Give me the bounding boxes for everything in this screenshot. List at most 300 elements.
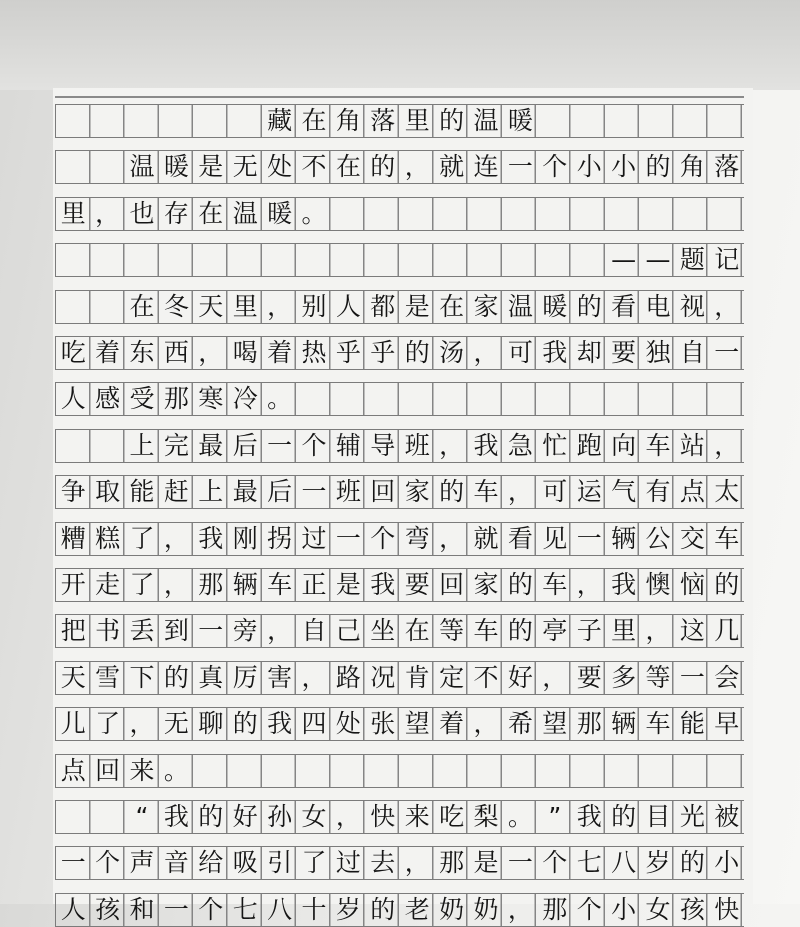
grid-char: 寒 <box>198 384 224 414</box>
grid-char: 的 <box>645 152 671 182</box>
grid-char: ， <box>301 662 327 692</box>
grid-char: 小 <box>611 894 637 924</box>
grid-char: 落 <box>370 106 396 135</box>
grid-char: 了 <box>129 523 155 553</box>
grid-char: 连 <box>473 152 499 182</box>
grid-char: 吃 <box>439 802 465 831</box>
grid-char: 可 <box>542 477 568 507</box>
grid-char: ， <box>473 338 499 367</box>
grid-char: 那 <box>439 848 465 878</box>
grid-char: 子 <box>576 616 602 646</box>
grid-char: 个 <box>95 848 121 878</box>
grid-char: 正 <box>301 570 327 599</box>
grid-char: 好 <box>507 662 533 692</box>
essay-line <box>55 893 744 927</box>
essay-line <box>55 707 744 741</box>
grid-char: 辆 <box>232 570 258 599</box>
grid-char: 气 <box>611 477 637 507</box>
grid-char: 里 <box>404 106 430 135</box>
grid-char: 过 <box>301 523 327 553</box>
grid-char: 一 <box>576 523 602 553</box>
grid-char: 辆 <box>611 709 637 739</box>
grid-char: ， <box>267 616 293 646</box>
grid-char: 厉 <box>232 662 258 692</box>
grid-char: 不 <box>473 662 499 692</box>
essay-line <box>55 754 744 788</box>
grid-char: 七 <box>576 848 602 878</box>
grid-char: 暖 <box>542 291 568 321</box>
grid-char: 那 <box>542 894 568 924</box>
grid-char: 的 <box>576 291 602 321</box>
grid-char: 可 <box>507 338 533 367</box>
grid-char: 儿 <box>60 709 86 739</box>
grid-char: 家 <box>473 570 499 599</box>
grid-char: 的 <box>611 802 637 831</box>
grid-char: 在 <box>335 152 361 182</box>
grid-char: 聊 <box>198 709 224 739</box>
grid-char: 女 <box>645 894 671 924</box>
grid-char: 小 <box>611 152 637 182</box>
grid-char: 个 <box>576 894 602 924</box>
grid-char: 的 <box>163 662 189 692</box>
grid-char: 着 <box>267 338 293 367</box>
essay-line <box>55 661 744 695</box>
grid-char: 孩 <box>679 894 705 924</box>
grid-char: 下 <box>129 662 155 692</box>
grid-char: 上 <box>198 477 224 507</box>
grid-char: 温 <box>232 198 258 228</box>
grid-char: 好 <box>232 802 258 831</box>
grid-char: 小 <box>714 848 740 878</box>
grid-char: — <box>611 245 637 275</box>
grid-char: 人 <box>60 384 86 414</box>
grid-char: ， <box>335 802 361 831</box>
grid-char: 雪 <box>95 662 121 692</box>
grid-char: 我 <box>542 338 568 367</box>
grid-char: 亭 <box>542 616 568 646</box>
grid-char: 落 <box>714 152 740 182</box>
grid-char: 都 <box>370 291 396 321</box>
grid-char: ， <box>129 709 155 739</box>
grid-char: 辆 <box>611 523 637 553</box>
grid-char: 。 <box>163 755 189 785</box>
grid-char: 被 <box>714 802 740 831</box>
grid-char: 东 <box>129 338 155 367</box>
grid-char: 路 <box>335 662 361 692</box>
grid-char: 上 <box>129 430 155 460</box>
grid-char: ， <box>439 430 465 460</box>
grid-char: 别 <box>301 291 327 321</box>
grid-char: ， <box>714 291 740 321</box>
grid-char: 四 <box>301 709 327 739</box>
grid-char: 我 <box>611 570 637 599</box>
grid-char: 了 <box>95 709 121 739</box>
grid-char: 的 <box>404 338 430 367</box>
grid-char: 热 <box>301 338 327 367</box>
grid-char: 的 <box>714 570 740 599</box>
grid-char: 取 <box>95 477 121 507</box>
grid-char: 糟 <box>60 523 86 553</box>
grid-char: 一 <box>679 662 705 692</box>
grid-char: 是 <box>473 848 499 878</box>
grid-char: 着 <box>95 338 121 367</box>
grid-char: 见 <box>542 523 568 553</box>
grid-char: ， <box>645 616 671 646</box>
grid-char: 吃 <box>60 338 86 367</box>
grid-char: 望 <box>404 709 430 739</box>
grid-char: 车 <box>645 709 671 739</box>
grid-char: 是 <box>198 152 224 182</box>
grid-char: 丢 <box>129 616 155 646</box>
grid-char: 把 <box>60 616 86 646</box>
grid-char: 早 <box>714 709 740 739</box>
grid-char: 那 <box>163 384 189 414</box>
essay-line <box>55 243 744 277</box>
grid-char: 温 <box>129 152 155 182</box>
grid-char: 最 <box>232 477 258 507</box>
grid-char: 来 <box>404 802 430 831</box>
grid-char: ， <box>576 570 602 599</box>
grid-char: 弯 <box>404 523 430 553</box>
grid-char: 却 <box>576 338 602 367</box>
grid-char: 记 <box>714 245 740 275</box>
grid-char: 引 <box>267 848 293 878</box>
grid-char: 光 <box>679 802 705 831</box>
essay-line <box>55 382 744 416</box>
grid-char: 等 <box>645 662 671 692</box>
grid-char: 那 <box>576 709 602 739</box>
essay-line <box>55 429 744 463</box>
grid-char: 个 <box>542 848 568 878</box>
grid-char: 就 <box>473 523 499 553</box>
grid-char: 后 <box>267 477 293 507</box>
grid-char: 我 <box>163 802 189 831</box>
grid-char: 去 <box>370 848 396 878</box>
grid-char: 来 <box>129 755 155 785</box>
grid-char: 题 <box>679 245 705 275</box>
grid-char: 运 <box>576 477 602 507</box>
grid-char: 里 <box>232 291 258 321</box>
grid-char: 感 <box>95 384 121 414</box>
grid-char: 个 <box>542 152 568 182</box>
grid-char: 站 <box>679 430 705 460</box>
grid-char: 的 <box>232 709 258 739</box>
grid-char: 岁 <box>335 894 361 924</box>
grid-char: 就 <box>439 152 465 182</box>
grid-char: 个 <box>301 430 327 460</box>
grid-char: ， <box>542 662 568 692</box>
grid-char: 车 <box>473 616 499 646</box>
grid-char: 冷 <box>232 384 258 414</box>
grid-char: 。 <box>267 384 293 414</box>
grid-char: 后 <box>232 430 258 460</box>
grid-char: ， <box>267 291 293 321</box>
grid-char: 角 <box>679 152 705 182</box>
grid-char: 跑 <box>576 430 602 460</box>
essay-line <box>55 800 744 834</box>
grid-char: 暖 <box>507 106 533 135</box>
grid-char: 点 <box>60 755 86 785</box>
grid-char: 看 <box>611 291 637 321</box>
grid-char: 自 <box>679 338 705 367</box>
grid-char: 望 <box>542 709 568 739</box>
grid-char: 存 <box>163 198 189 228</box>
grid-char: 班 <box>335 477 361 507</box>
grid-char: 自 <box>301 616 327 646</box>
grid-char: 赶 <box>163 477 189 507</box>
grid-char: 最 <box>198 430 224 460</box>
grid-char: 八 <box>611 848 637 878</box>
grid-char: 旁 <box>232 616 258 646</box>
grid-char: 人 <box>60 894 86 924</box>
grid-char: 看 <box>507 523 533 553</box>
grid-char: 那 <box>198 570 224 599</box>
grid-char: 在 <box>198 198 224 228</box>
grid-char: 和 <box>129 894 155 924</box>
grid-char: 小 <box>576 152 602 182</box>
grid-char: 在 <box>301 106 327 135</box>
grid-char: 过 <box>335 848 361 878</box>
grid-char: 几 <box>714 616 740 646</box>
grid-char: 天 <box>60 662 86 692</box>
grid-char: 里 <box>611 616 637 646</box>
grid-char: 要 <box>611 338 637 367</box>
grid-char: ， <box>714 430 740 460</box>
grid-char: 暖 <box>163 152 189 182</box>
grid-char: 是 <box>404 291 430 321</box>
grid-char: 能 <box>129 477 155 507</box>
grid-char: 车 <box>714 523 740 553</box>
grid-char: 了 <box>129 570 155 599</box>
grid-char: 要 <box>404 570 430 599</box>
grid-char: 电 <box>645 291 671 321</box>
grid-char: 一 <box>335 523 361 553</box>
grid-char: 恼 <box>679 570 705 599</box>
grid-char: 一 <box>301 477 327 507</box>
grid-char: 独 <box>645 338 671 367</box>
grid-char: 冬 <box>163 291 189 321</box>
grid-char: 开 <box>60 570 86 599</box>
grid-char: ” <box>548 802 562 831</box>
grid-char: 的 <box>370 152 396 182</box>
grid-char: 导 <box>370 430 396 460</box>
grid-char: ， <box>404 848 430 878</box>
grid-char: 太 <box>714 477 740 507</box>
grid-char: 吸 <box>232 848 258 878</box>
grid-char: 车 <box>542 570 568 599</box>
essay-line <box>55 614 744 648</box>
grid-char: 一 <box>163 894 189 924</box>
grid-char: ， <box>163 570 189 599</box>
grid-char: 忙 <box>542 430 568 460</box>
grid-char: 乎 <box>370 338 396 367</box>
grid-char: 声 <box>129 848 155 878</box>
grid-char: 家 <box>404 477 430 507</box>
grid-char: 无 <box>232 152 258 182</box>
grid-char: 老 <box>404 894 430 924</box>
grid-char: — <box>645 245 671 275</box>
grid-char: 班 <box>404 430 430 460</box>
grid-char: 己 <box>335 616 361 646</box>
grid-char: 暖 <box>267 198 293 228</box>
essay-line <box>55 475 744 509</box>
grid-char: 多 <box>611 662 637 692</box>
grid-char: 我 <box>370 570 396 599</box>
grid-char: 回 <box>95 755 121 785</box>
grid-char: 车 <box>267 570 293 599</box>
grid-char: 我 <box>198 523 224 553</box>
grid-char: 的 <box>198 802 224 831</box>
grid-char: 的 <box>507 570 533 599</box>
grid-char: 一 <box>507 848 533 878</box>
grid-char: 喝 <box>232 338 258 367</box>
grid-char: 岁 <box>645 848 671 878</box>
grid-char: 给 <box>198 848 224 878</box>
grid-char: 目 <box>645 802 671 831</box>
grid-char: 家 <box>473 291 499 321</box>
grid-char: 七 <box>232 894 258 924</box>
grid-char: “ <box>135 802 149 831</box>
grid-char: 孙 <box>267 802 293 831</box>
grid-char: 有 <box>645 477 671 507</box>
grid-char: 一 <box>507 152 533 182</box>
grid-char: 会 <box>714 662 740 692</box>
grid-char: 处 <box>267 152 293 182</box>
grid-char: 定 <box>439 662 465 692</box>
grid-char: 快 <box>370 802 396 831</box>
grid-char: 一 <box>267 430 293 460</box>
paper-top-rule <box>55 96 744 98</box>
grid-char: 乎 <box>335 338 361 367</box>
grid-char: 不 <box>301 152 327 182</box>
grid-char: 的 <box>370 894 396 924</box>
essay-title-row <box>55 104 744 138</box>
grid-char: 等 <box>439 616 465 646</box>
grid-char: 奶 <box>439 894 465 924</box>
grid-char: 真 <box>198 662 224 692</box>
grid-char: 书 <box>95 616 121 646</box>
grid-char: 八 <box>267 894 293 924</box>
grid-char: 坐 <box>370 616 396 646</box>
grid-char: 音 <box>163 848 189 878</box>
grid-char: 无 <box>163 709 189 739</box>
grid-char: 的 <box>507 616 533 646</box>
grid-char: 温 <box>473 106 499 135</box>
grid-char: 我 <box>576 802 602 831</box>
essay-line <box>55 336 744 370</box>
grid-char: 能 <box>679 709 705 739</box>
grid-char: 回 <box>370 477 396 507</box>
grid-char: 在 <box>129 291 155 321</box>
grid-char: ， <box>507 477 533 507</box>
paper-background-edge <box>0 0 800 90</box>
grid-char: ， <box>404 152 430 182</box>
grid-char: ， <box>507 894 533 924</box>
grid-char: 一 <box>198 616 224 646</box>
grid-char: 也 <box>129 198 155 228</box>
essay-line <box>55 568 744 602</box>
grid-char: 处 <box>335 709 361 739</box>
grid-char: 天 <box>198 291 224 321</box>
grid-char: 十 <box>301 894 327 924</box>
grid-char: 完 <box>163 430 189 460</box>
grid-char: 温 <box>507 291 533 321</box>
grid-char: 受 <box>129 384 155 414</box>
grid-char: 拐 <box>267 523 293 553</box>
grid-char: 刚 <box>232 523 258 553</box>
grid-char: 张 <box>370 709 396 739</box>
essay-line <box>55 290 744 324</box>
grid-char: 交 <box>679 523 705 553</box>
grid-char: 角 <box>335 106 361 135</box>
grid-char: 奶 <box>473 894 499 924</box>
grid-char: 藏 <box>267 106 293 135</box>
grid-char: 个 <box>370 523 396 553</box>
grid-char: 公 <box>645 523 671 553</box>
grid-char: 梨 <box>473 802 499 831</box>
grid-char: 一 <box>714 338 740 367</box>
grid-char: 况 <box>370 662 396 692</box>
grid-char: 糕 <box>95 523 121 553</box>
grid-char: 汤 <box>439 338 465 367</box>
grid-char: 肯 <box>404 662 430 692</box>
grid-char: 个 <box>198 894 224 924</box>
grid-char: 懊 <box>645 570 671 599</box>
grid-char: ， <box>198 338 224 367</box>
grid-char: 是 <box>335 570 361 599</box>
grid-char: 着 <box>439 709 465 739</box>
grid-char: 车 <box>473 477 499 507</box>
grid-char: 走 <box>95 570 121 599</box>
grid-char: 快 <box>714 894 740 924</box>
grid-char: 女 <box>301 802 327 831</box>
grid-char: 人 <box>335 291 361 321</box>
essay-line <box>55 846 744 880</box>
grid-char: 的 <box>439 106 465 135</box>
grid-char: 害 <box>267 662 293 692</box>
grid-char: 这 <box>679 616 705 646</box>
essay-line <box>55 150 744 184</box>
grid-char: 孩 <box>95 894 121 924</box>
grid-char: 我 <box>473 430 499 460</box>
grid-char: 西 <box>163 338 189 367</box>
grid-char: 。 <box>507 802 533 831</box>
essay-line <box>55 197 744 231</box>
grid-char: 在 <box>439 291 465 321</box>
grid-char: ， <box>473 709 499 739</box>
grid-char: 辅 <box>335 430 361 460</box>
grid-char: 要 <box>576 662 602 692</box>
grid-char: 急 <box>507 430 533 460</box>
grid-char: 争 <box>60 477 86 507</box>
grid-char: ， <box>95 198 121 228</box>
grid-char: 。 <box>301 198 327 228</box>
grid-char: 了 <box>301 848 327 878</box>
grid-char: 回 <box>439 570 465 599</box>
grid-char: ， <box>163 523 189 553</box>
grid-char: 视 <box>679 291 705 321</box>
grid-char: 到 <box>163 616 189 646</box>
essay-line <box>55 522 744 556</box>
grid-char: 一 <box>60 848 86 878</box>
grid-char: ， <box>439 523 465 553</box>
grid-char: 我 <box>267 709 293 739</box>
grid-char: 向 <box>611 430 637 460</box>
grid-char: 车 <box>645 430 671 460</box>
grid-char: 点 <box>679 477 705 507</box>
grid-char: 的 <box>679 848 705 878</box>
grid-char: 的 <box>439 477 465 507</box>
